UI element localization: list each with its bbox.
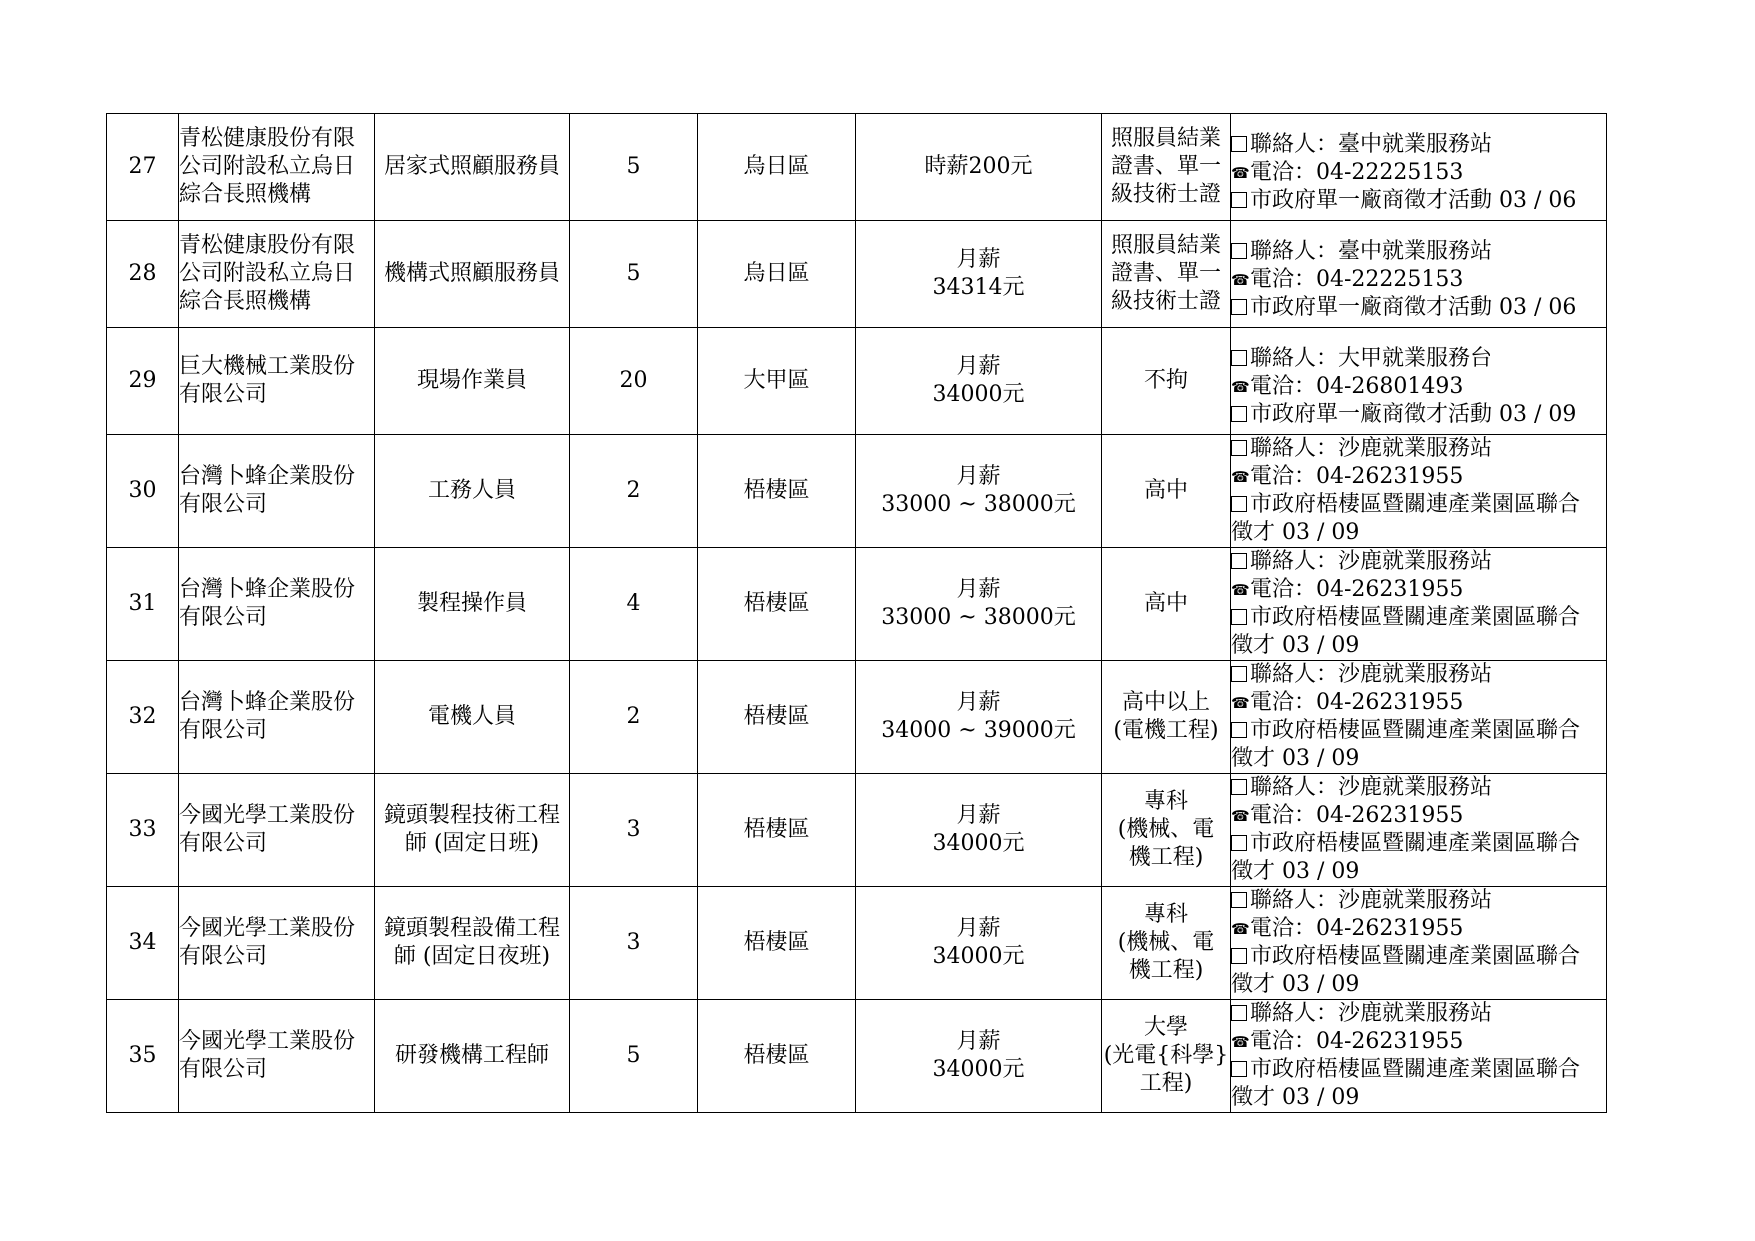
salary-line: 月薪 [956, 1029, 1001, 1054]
salary-line: 34000元 [932, 382, 1025, 407]
checkbox-square-icon [1231, 1061, 1247, 1077]
row-number: 35 [107, 1000, 179, 1113]
contact-info-cell [1231, 774, 1607, 887]
contact-person-line [1231, 1000, 1606, 1028]
contact-person: 聯絡人：臺中就業服務站 [1250, 239, 1493, 264]
job-title-line: 研發機構工程師 [394, 1043, 549, 1068]
job-title-cell [375, 114, 570, 221]
contact-phone-line [1231, 159, 1606, 187]
table-row [107, 221, 1607, 328]
contact-person: 聯絡人：沙鹿就業服務站 [1250, 662, 1493, 687]
salary-line: 34000元 [932, 831, 1025, 856]
education-requirement-cell [1102, 1000, 1231, 1113]
job-title-line: 電機人員 [427, 704, 516, 729]
checkbox-square-icon [1231, 609, 1247, 625]
job-title-line: 機構式照顧服務員 [383, 261, 560, 286]
company-name-cell [179, 548, 375, 661]
checkbox-square-icon [1231, 722, 1247, 738]
job-title-cell [375, 774, 570, 887]
company-name-line: 有限公司 [179, 1057, 268, 1082]
recruitment-event-line [1231, 971, 1606, 999]
recruitment-event-line [1231, 745, 1606, 773]
telephone-icon: ☎ [1231, 271, 1250, 289]
recruitment-event: 徵才 03 / 09 [1231, 972, 1360, 997]
contact-person: 聯絡人：沙鹿就業服務站 [1250, 1001, 1493, 1026]
telephone-icon: ☎ [1231, 920, 1250, 938]
education-requirement-cell [1102, 221, 1231, 328]
company-name-line: 綜合長照機構 [179, 182, 312, 207]
checkbox-square-icon [1231, 299, 1247, 315]
work-area: 烏日區 [698, 114, 856, 221]
table-row [107, 661, 1607, 774]
recruitment-event-line [1231, 632, 1606, 660]
contact-phone: 電洽：04-22225153 [1250, 160, 1464, 185]
company-name-cell [179, 661, 375, 774]
recruitment-event: 市政府梧棲區暨關連產業園區聯合 [1250, 605, 1581, 630]
contact-info-cell [1231, 221, 1607, 328]
recruitment-event: 徵才 03 / 09 [1231, 746, 1360, 771]
company-name-cell [179, 774, 375, 887]
salary-cell [856, 328, 1102, 435]
company-name-line: 綜合長照機構 [179, 289, 312, 314]
job-title-cell [375, 661, 570, 774]
recruitment-event-line [1231, 401, 1606, 429]
checkbox-square-icon [1231, 440, 1247, 456]
company-name-line: 有限公司 [179, 831, 268, 856]
company-name-cell [179, 1000, 375, 1113]
telephone-icon: ☎ [1231, 468, 1250, 486]
company-name-cell [179, 887, 375, 1000]
recruitment-event: 市政府單一廠商徵才活動 03 / 06 [1250, 188, 1577, 213]
checkbox-square-icon [1231, 892, 1247, 908]
education-line: 高中以上 [1121, 690, 1210, 715]
telephone-icon: ☎ [1231, 164, 1250, 182]
education-line: (光電{科學} [1103, 1043, 1229, 1068]
recruitment-event-line [1231, 1056, 1606, 1084]
salary-cell [856, 887, 1102, 1000]
education-requirement-cell [1102, 435, 1231, 548]
salary-cell [856, 435, 1102, 548]
company-name-line: 有限公司 [179, 944, 268, 969]
salary-line: 月薪 [956, 690, 1001, 715]
openings-count: 2 [570, 435, 698, 548]
contact-info-cell [1231, 114, 1607, 221]
row-number: 32 [107, 661, 179, 774]
job-title-line: 師 (固定日班) [404, 831, 540, 856]
contact-info-cell [1231, 435, 1607, 548]
contact-phone-line [1231, 576, 1606, 604]
openings-count: 20 [570, 328, 698, 435]
work-area: 梧棲區 [698, 661, 856, 774]
contact-phone-line [1231, 802, 1606, 830]
table-row [107, 114, 1607, 221]
salary-cell [856, 661, 1102, 774]
table-row [107, 435, 1607, 548]
recruitment-event: 市政府梧棲區暨關連產業園區聯合 [1250, 1057, 1581, 1082]
education-requirement-cell [1102, 887, 1231, 1000]
education-line: 機工程) [1128, 845, 1204, 870]
contact-info-cell [1231, 548, 1607, 661]
company-name-cell [179, 328, 375, 435]
education-line: 照服員結業 [1110, 233, 1221, 258]
openings-count: 2 [570, 661, 698, 774]
company-name-line: 今國光學工業股份 [179, 803, 356, 828]
company-name-cell [179, 114, 375, 221]
education-line: 機工程) [1128, 958, 1204, 983]
education-requirement-cell [1102, 774, 1231, 887]
openings-count: 5 [570, 1000, 698, 1113]
education-line: 專科 [1143, 902, 1188, 927]
salary-cell [856, 1000, 1102, 1113]
contact-phone-line [1231, 915, 1606, 943]
contact-person: 聯絡人：沙鹿就業服務站 [1250, 549, 1493, 574]
salary-line: 時薪200元 [924, 154, 1033, 179]
telephone-icon: ☎ [1231, 1033, 1250, 1051]
job-title-line: 工務人員 [427, 478, 516, 503]
checkbox-square-icon [1231, 350, 1247, 366]
contact-person: 聯絡人：臺中就業服務站 [1250, 132, 1493, 157]
company-name-cell [179, 221, 375, 328]
contact-phone: 電洽：04-26231955 [1250, 916, 1464, 941]
checkbox-square-icon [1231, 406, 1247, 422]
salary-line: 34000元 [932, 944, 1025, 969]
row-number: 34 [107, 887, 179, 1000]
work-area: 梧棲區 [698, 548, 856, 661]
company-name-line: 有限公司 [179, 492, 268, 517]
salary-line: 34000 ~ 39000元 [881, 718, 1076, 743]
job-title-cell [375, 1000, 570, 1113]
contact-person-line [1231, 548, 1606, 576]
recruitment-event: 徵才 03 / 09 [1231, 859, 1360, 884]
recruitment-event: 徵才 03 / 09 [1231, 633, 1360, 658]
company-name-line: 公司附設私立烏日 [179, 154, 356, 179]
job-listing-table [106, 113, 1607, 1113]
row-number: 30 [107, 435, 179, 548]
contact-phone-line [1231, 689, 1606, 717]
work-area: 大甲區 [698, 328, 856, 435]
contact-phone: 電洽：04-22225153 [1250, 267, 1464, 292]
salary-line: 月薪 [956, 464, 1001, 489]
checkbox-square-icon [1231, 948, 1247, 964]
company-name-line: 今國光學工業股份 [179, 916, 356, 941]
company-name-cell [179, 435, 375, 548]
education-requirement-cell [1102, 661, 1231, 774]
recruitment-event-line [1231, 294, 1606, 322]
contact-phone: 電洽：04-26231955 [1250, 577, 1464, 602]
contact-info [1231, 1000, 1606, 1112]
recruitment-event-line [1231, 519, 1606, 547]
company-name-line: 台灣卜蜂企業股份 [179, 690, 356, 715]
contact-person: 聯絡人：沙鹿就業服務站 [1250, 436, 1493, 461]
salary-line: 月薪 [956, 803, 1001, 828]
salary-line: 月薪 [956, 916, 1001, 941]
company-name-line: 巨大機械工業股份 [179, 354, 356, 379]
company-name-line: 台灣卜蜂企業股份 [179, 464, 356, 489]
recruitment-event-line [1231, 830, 1606, 858]
education-line: 證書、單一 [1110, 154, 1221, 179]
education-line: 不拘 [1143, 368, 1188, 393]
education-line: 高中 [1143, 591, 1188, 616]
contact-info [1231, 774, 1606, 886]
salary-cell [856, 114, 1102, 221]
education-requirement-cell [1102, 114, 1231, 221]
job-title-cell [375, 548, 570, 661]
contact-person-line [1231, 238, 1606, 266]
contact-info [1231, 226, 1606, 322]
contact-phone: 電洽：04-26231955 [1250, 690, 1464, 715]
row-number: 33 [107, 774, 179, 887]
openings-count: 3 [570, 774, 698, 887]
education-requirement-cell [1102, 548, 1231, 661]
education-requirement-cell [1102, 328, 1231, 435]
education-line: 工程) [1139, 1071, 1193, 1096]
company-name-line: 青松健康股份有限 [179, 233, 356, 258]
job-title-line: 師 (固定日夜班) [393, 944, 551, 969]
checkbox-square-icon [1231, 243, 1247, 259]
contact-info [1231, 548, 1606, 660]
telephone-icon: ☎ [1231, 378, 1250, 396]
contact-phone: 電洽：04-26231955 [1250, 1029, 1464, 1054]
recruitment-event: 市政府梧棲區暨關連產業園區聯合 [1250, 944, 1581, 969]
openings-count: 5 [570, 114, 698, 221]
recruitment-event: 市政府單一廠商徵才活動 03 / 09 [1250, 402, 1577, 427]
salary-line: 33000 ~ 38000元 [881, 492, 1076, 517]
education-line: (電機工程) [1113, 718, 1219, 743]
job-title-line: 居家式照顧服務員 [383, 154, 560, 179]
telephone-icon: ☎ [1231, 807, 1250, 825]
education-line: (機械、電 [1117, 817, 1215, 842]
recruitment-event-line [1231, 491, 1606, 519]
recruitment-event-line [1231, 717, 1606, 745]
openings-count: 4 [570, 548, 698, 661]
education-line: (機械、電 [1117, 930, 1215, 955]
work-area: 梧棲區 [698, 435, 856, 548]
contact-person-line [1231, 435, 1606, 463]
job-listing-body [107, 114, 1607, 1113]
contact-info-cell [1231, 328, 1607, 435]
work-area: 烏日區 [698, 221, 856, 328]
job-title-cell [375, 328, 570, 435]
education-line: 照服員結業 [1110, 126, 1221, 151]
job-title-cell [375, 221, 570, 328]
contact-info [1231, 661, 1606, 773]
job-title-line: 鏡頭製程技術工程 [383, 803, 560, 828]
job-title-line: 鏡頭製程設備工程 [383, 916, 560, 941]
salary-line: 月薪 [956, 577, 1001, 602]
checkbox-square-icon [1231, 553, 1247, 569]
recruitment-event-line [1231, 858, 1606, 886]
work-area: 梧棲區 [698, 774, 856, 887]
salary-line: 月薪 [956, 247, 1001, 272]
table-row [107, 774, 1607, 887]
company-name-line: 有限公司 [179, 382, 268, 407]
row-number: 28 [107, 221, 179, 328]
job-title-line: 製程操作員 [416, 591, 527, 616]
company-name-line: 公司附設私立烏日 [179, 261, 356, 286]
table-row [107, 1000, 1607, 1113]
contact-person: 聯絡人：大甲就業服務台 [1250, 346, 1493, 371]
checkbox-square-icon [1231, 779, 1247, 795]
contact-phone: 電洽：04-26231955 [1250, 803, 1464, 828]
recruitment-event: 市政府梧棲區暨關連產業園區聯合 [1250, 492, 1581, 517]
recruitment-event: 市政府單一廠商徵才活動 03 / 06 [1250, 295, 1577, 320]
checkbox-square-icon [1231, 136, 1247, 152]
education-line: 證書、單一 [1110, 261, 1221, 286]
salary-line: 月薪 [956, 354, 1001, 379]
salary-cell [856, 221, 1102, 328]
row-number: 27 [107, 114, 179, 221]
checkbox-square-icon [1231, 666, 1247, 682]
company-name-line: 今國光學工業股份 [179, 1029, 356, 1054]
contact-phone-line [1231, 1028, 1606, 1056]
contact-person-line [1231, 661, 1606, 689]
contact-person-line [1231, 345, 1606, 373]
contact-info-cell [1231, 1000, 1607, 1113]
table-row [107, 887, 1607, 1000]
contact-info [1231, 435, 1606, 547]
openings-count: 5 [570, 221, 698, 328]
job-title-line: 現場作業員 [416, 368, 527, 393]
row-number: 29 [107, 328, 179, 435]
job-title-cell [375, 435, 570, 548]
work-area: 梧棲區 [698, 1000, 856, 1113]
table-row [107, 328, 1607, 435]
checkbox-square-icon [1231, 1005, 1247, 1021]
job-title-cell [375, 887, 570, 1000]
checkbox-square-icon [1231, 192, 1247, 208]
contact-phone: 電洽：04-26801493 [1250, 374, 1464, 399]
recruitment-event-line [1231, 943, 1606, 971]
contact-info-cell [1231, 887, 1607, 1000]
education-line: 專科 [1143, 789, 1188, 814]
recruitment-event-line [1231, 187, 1606, 215]
work-area: 梧棲區 [698, 887, 856, 1000]
contact-person-line [1231, 774, 1606, 802]
recruitment-event-line [1231, 1084, 1606, 1112]
contact-phone: 電洽：04-26231955 [1250, 464, 1464, 489]
salary-line: 33000 ~ 38000元 [881, 605, 1076, 630]
openings-count: 3 [570, 887, 698, 1000]
salary-line: 34000元 [932, 1057, 1025, 1082]
table-row [107, 548, 1607, 661]
company-name-line: 有限公司 [179, 605, 268, 630]
contact-phone-line [1231, 373, 1606, 401]
contact-phone-line [1231, 266, 1606, 294]
salary-line: 34314元 [932, 275, 1025, 300]
education-line: 級技術士證 [1110, 182, 1221, 207]
contact-person-line [1231, 131, 1606, 159]
recruitment-event: 市政府梧棲區暨關連產業園區聯合 [1250, 831, 1581, 856]
checkbox-square-icon [1231, 835, 1247, 851]
telephone-icon: ☎ [1231, 581, 1250, 599]
education-line: 高中 [1143, 478, 1188, 503]
contact-person: 聯絡人：沙鹿就業服務站 [1250, 888, 1493, 913]
telephone-icon: ☎ [1231, 694, 1250, 712]
company-name-line: 台灣卜蜂企業股份 [179, 577, 356, 602]
recruitment-event: 徵才 03 / 09 [1231, 1085, 1360, 1110]
education-line: 大學 [1143, 1015, 1188, 1040]
company-name-line: 青松健康股份有限 [179, 126, 356, 151]
contact-phone-line [1231, 463, 1606, 491]
recruitment-event-line [1231, 604, 1606, 632]
contact-info [1231, 119, 1606, 215]
contact-info-cell [1231, 661, 1607, 774]
salary-cell [856, 548, 1102, 661]
row-number: 31 [107, 548, 179, 661]
checkbox-square-icon [1231, 496, 1247, 512]
salary-cell [856, 774, 1102, 887]
contact-info [1231, 333, 1606, 429]
company-name-line: 有限公司 [179, 718, 268, 743]
contact-person: 聯絡人：沙鹿就業服務站 [1250, 775, 1493, 800]
recruitment-event: 市政府梧棲區暨關連產業園區聯合 [1250, 718, 1581, 743]
contact-person-line [1231, 887, 1606, 915]
contact-info [1231, 887, 1606, 999]
recruitment-event: 徵才 03 / 09 [1231, 520, 1360, 545]
education-line: 級技術士證 [1110, 289, 1221, 314]
